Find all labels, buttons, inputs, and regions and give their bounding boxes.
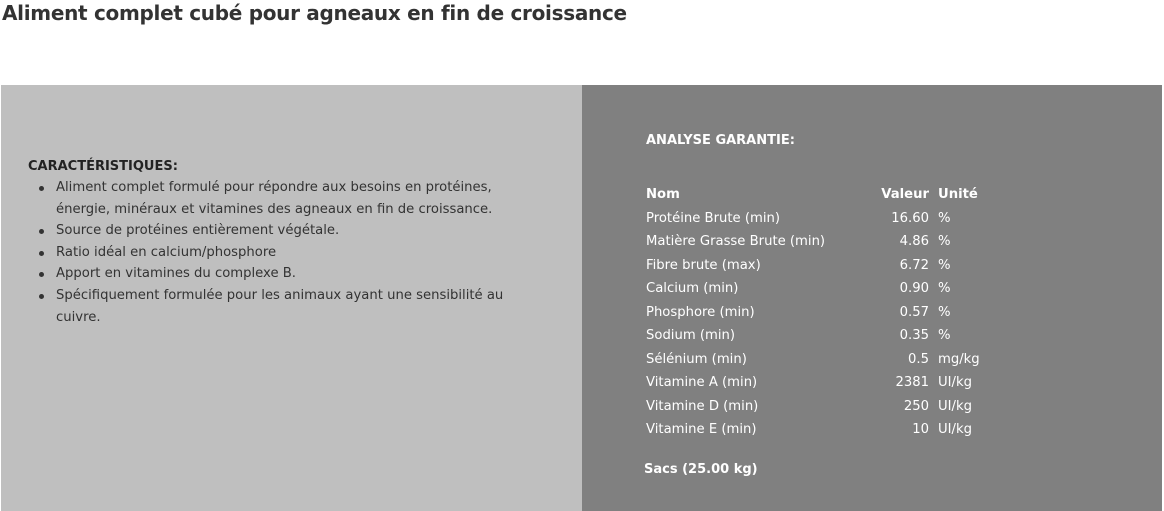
- column-header-value: Valeur: [881, 187, 929, 202]
- table-row: [646, 277, 980, 301]
- nutrient-unit: mg/kg: [938, 351, 980, 367]
- nutrient-unit: UI/kg: [938, 375, 972, 390]
- nutrient-value: 16.60: [891, 210, 929, 226]
- nutrient-name: Sélénium (min): [646, 351, 747, 367]
- nutrient-name: Vitamine E (min): [646, 422, 757, 437]
- nutrient-value: 10: [912, 422, 929, 437]
- nutrient-name: Matière Grasse Brute (min): [646, 234, 826, 249]
- list-item: Source de protéines entièrement végétale.: [56, 220, 528, 242]
- nutrient-value: 2381: [895, 375, 929, 390]
- list-item: Apport en vitamines du complexe B.: [56, 263, 528, 285]
- nutrient-name: Protéine Brute (min): [646, 210, 780, 226]
- list-item: Aliment complet formulé pour répondre aux besoins en protéines, énergie, minéraux et vitamines des agneaux en fin de croissance.: [56, 177, 528, 220]
- nutrient-value: 0.90: [899, 281, 929, 296]
- nutrient-unit: UI/kg: [938, 422, 972, 437]
- nutrient-value: 250: [903, 398, 929, 414]
- page-title: Aliment complet cubé pour agneaux en fin de croissance: [2, 1, 627, 25]
- table-row: [646, 324, 980, 348]
- nutrient-unit: %: [938, 234, 951, 249]
- nutrient-unit: %: [938, 281, 951, 296]
- packaging-label: Sacs (25.00 kg): [644, 462, 758, 477]
- nutrient-name: Fibre brute (max): [646, 257, 761, 273]
- features-list: [28, 177, 528, 328]
- table-row: [646, 230, 980, 254]
- table-row: [646, 395, 980, 419]
- nutrient-name: Calcium (min): [646, 281, 739, 296]
- list-item: Spécifiquement formulée pour les animaux ayant une sensibilité au cuivre.: [56, 285, 528, 328]
- table-row: [646, 301, 980, 325]
- nutrient-value: 0.35: [899, 328, 929, 343]
- analysis-panel: [582, 85, 1162, 511]
- table-row: [646, 418, 980, 442]
- table-row: [646, 254, 980, 278]
- nutrient-unit: %: [938, 257, 951, 273]
- features-panel: [1, 85, 582, 511]
- list-item: Ratio idéal en calcium/phosphore: [56, 242, 528, 264]
- nutrient-unit: %: [938, 304, 951, 320]
- nutrient-name: Phosphore (min): [646, 304, 755, 320]
- features-heading: CARACTÉRISTIQUES:: [28, 159, 178, 174]
- analysis-heading: ANALYSE GARANTIE:: [646, 133, 795, 148]
- nutrient-name: Vitamine A (min): [646, 375, 758, 390]
- nutrient-value: 0.5: [908, 351, 929, 367]
- nutrient-value: 0.57: [899, 304, 929, 320]
- nutrient-value: 4.86: [899, 234, 929, 249]
- column-header-unit: Unité: [938, 187, 978, 202]
- nutrient-name: Sodium (min): [646, 328, 736, 343]
- nutrient-value: 6.72: [899, 257, 929, 273]
- nutrient-unit: %: [938, 210, 951, 226]
- table-row: [646, 207, 980, 231]
- table-row: [646, 371, 980, 395]
- nutrient-name: Vitamine D (min): [646, 398, 759, 414]
- column-header-name: Nom: [646, 187, 680, 202]
- table-row: [646, 348, 980, 372]
- analysis-table: [646, 183, 980, 442]
- nutrient-unit: UI/kg: [938, 398, 972, 414]
- table-header-row: [646, 183, 980, 207]
- nutrient-unit: %: [938, 328, 951, 343]
